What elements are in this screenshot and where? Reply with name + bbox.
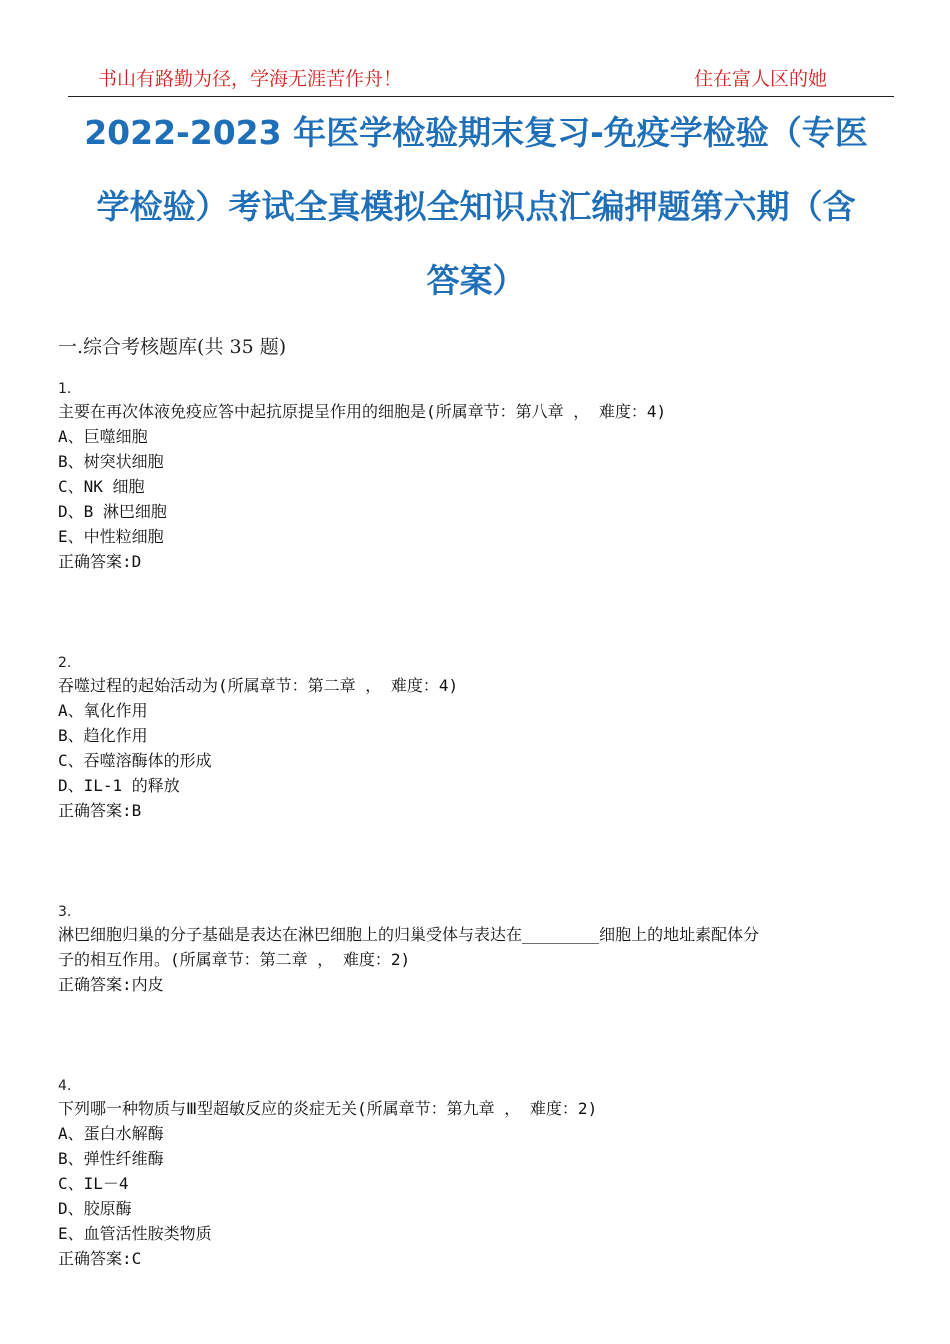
correct-answer: 正确答案:内皮	[58, 975, 164, 994]
option-a: A、蛋白水解酶	[58, 1124, 164, 1143]
option-c: C、NK 细胞	[58, 477, 145, 496]
option-a: A、巨噬细胞	[58, 427, 148, 446]
option-e: E、中性粒细胞	[58, 527, 164, 546]
question-number: 4.	[58, 1078, 72, 1094]
correct-answer: 正确答案:B	[58, 801, 142, 820]
question-stem: 下列哪一种物质与Ⅲ型超敏反应的炎症无关(所属章节：第九章 ， 难度：2)	[58, 1099, 598, 1118]
section-heading: 一.综合考核题库(共 35 题)	[58, 336, 287, 358]
option-d: D、胶原酶	[58, 1199, 132, 1218]
question-number: 2.	[58, 655, 72, 671]
title-line-1: 2022-2023 年医学检验期末复习-免疫学检验（专医	[84, 113, 868, 152]
question-4	[58, 1076, 898, 1271]
header-motto: 书山有路勤为径，学海无涯苦作舟！	[98, 68, 403, 90]
header-author: 住在富人区的她	[694, 68, 828, 90]
option-b: B、树突状细胞	[58, 452, 164, 471]
correct-answer: 正确答案:C	[58, 1249, 142, 1268]
question-1	[58, 379, 898, 574]
question-number: 3.	[58, 904, 72, 920]
document-title	[58, 96, 894, 318]
question-stem: 主要在再次体液免疫应答中起抗原提呈作用的细胞是(所属章节：第八章 ， 难度：4)	[58, 402, 667, 421]
option-a: A、氧化作用	[58, 701, 148, 720]
option-e: E、血管活性胺类物质	[58, 1224, 212, 1243]
question-3	[58, 902, 898, 997]
option-b: B、趋化作用	[58, 726, 148, 745]
question-2	[58, 653, 898, 823]
question-number: 1.	[58, 381, 72, 397]
title-line-2: 学检验）考试全真模拟全知识点汇编押题第六期（含	[96, 187, 856, 226]
option-c: C、吞噬溶酶体的形成	[58, 751, 212, 770]
question-stem: 吞噬过程的起始活动为(所属章节：第二章 ， 难度：4)	[58, 676, 459, 695]
option-d: D、B 淋巴细胞	[58, 502, 167, 521]
option-b: B、弹性纤维酶	[58, 1149, 164, 1168]
title-line-3: 答案）	[426, 261, 526, 300]
question-stem: 淋巴细胞归巢的分子基础是表达在淋巴细胞上的归巢受体与表达在________细胞上的地址素配体分	[58, 925, 760, 944]
correct-answer: 正确答案:D	[58, 552, 142, 571]
question-stem-continued: 子的相互作用。(所属章节：第二章 ， 难度：2)	[58, 950, 411, 969]
option-c: C、IL－4	[58, 1174, 129, 1193]
option-d: D、IL-1 的释放	[58, 776, 180, 795]
